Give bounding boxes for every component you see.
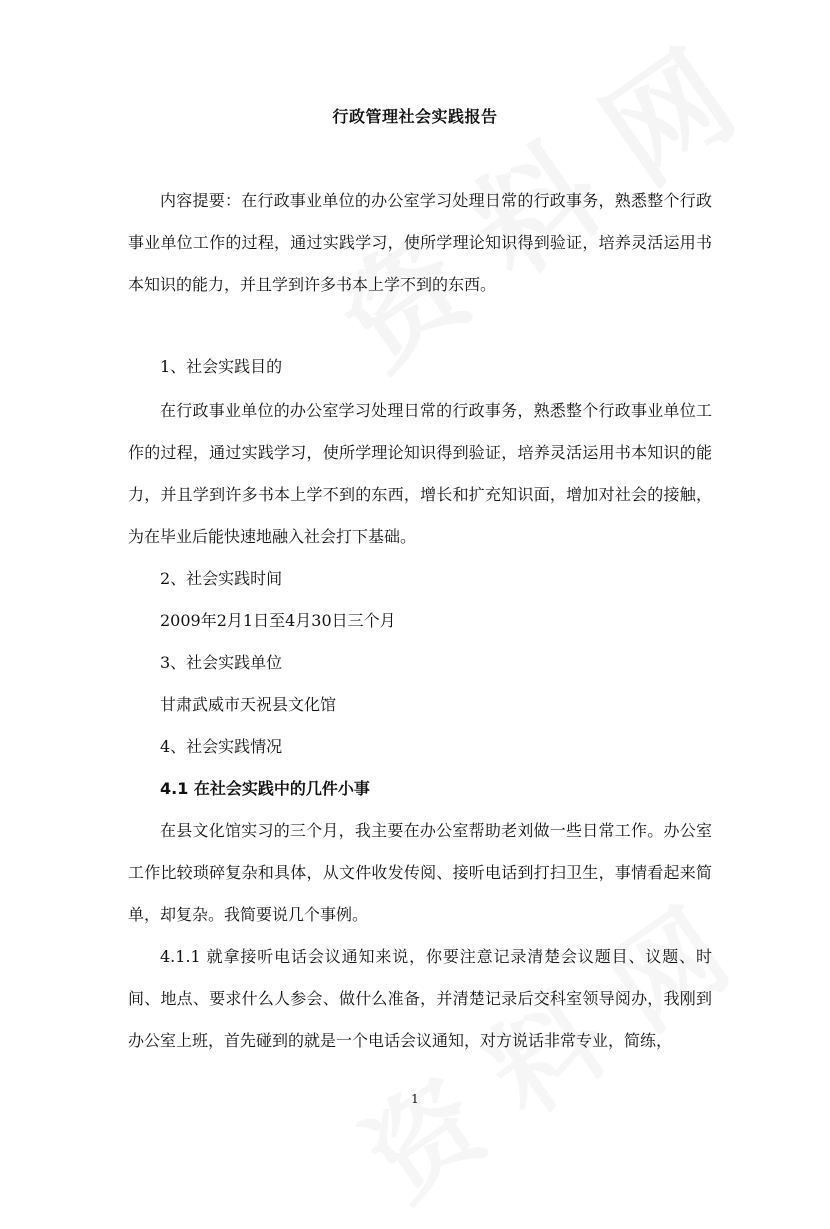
subsection-paragraph: 在县文化馆实习的三个月，我主要在办公室帮助老刘做一些日常工作。办公室工作比较琐碎复杂和具体，从文件收发传阅、接听电话到打扫卫生，事情看起来简单，却复杂。我简要说几个事例。 xyxy=(128,821,712,924)
time-text: 2009年2月1日至4月30日三个月 xyxy=(160,611,396,630)
section-heading-unit: 3、社会实践单位 xyxy=(160,653,283,672)
section-heading-purpose: 1、社会实践目的 xyxy=(160,357,283,376)
document-title: 行政管理社会实践报告 xyxy=(332,107,498,126)
purpose-paragraph: 在行政事业单位的办公室学习处理日常的行政事务，熟悉整个行政事业单位工作的过程，通过实践学习，使所学理论知识得到验证，培养灵活运用书本知识的能力，并且学到许多书本上学不到的东西，增长和扩充知识面，增加对社会的接触，为在毕业后能快速地融入社会打下基础。 xyxy=(128,401,712,546)
page-number: 1 xyxy=(411,1092,419,1106)
section-heading-situation: 4、社会实践情况 xyxy=(160,737,283,756)
unit-text: 甘肃武威市天祝县文化馆 xyxy=(160,695,337,714)
subsection-heading: 4.1 在社会实践中的几件小事 xyxy=(160,779,370,798)
section-heading-time: 2、社会实践时间 xyxy=(160,569,283,588)
item-paragraph: 4.1.1 就拿接听电话会议通知来说，你要注意记录清楚会议题目、议题、时间、地点、要求什么人参会、做什么准备，并清楚记录后交科室领导阅办，我刚到办公室上班，首先碰到的就是一个电话会议通知，对方说话非常专业，简练， xyxy=(128,947,712,1050)
summary-paragraph: 内容提要：在行政事业单位的办公室学习处理日常的行政事务，熟悉整个行政事业单位工作的过程，通过实践学习，使所学理论知识得到验证，培养灵活运用书本知识的能力，并且学到许多书本上学不到的东西。 xyxy=(128,191,712,294)
